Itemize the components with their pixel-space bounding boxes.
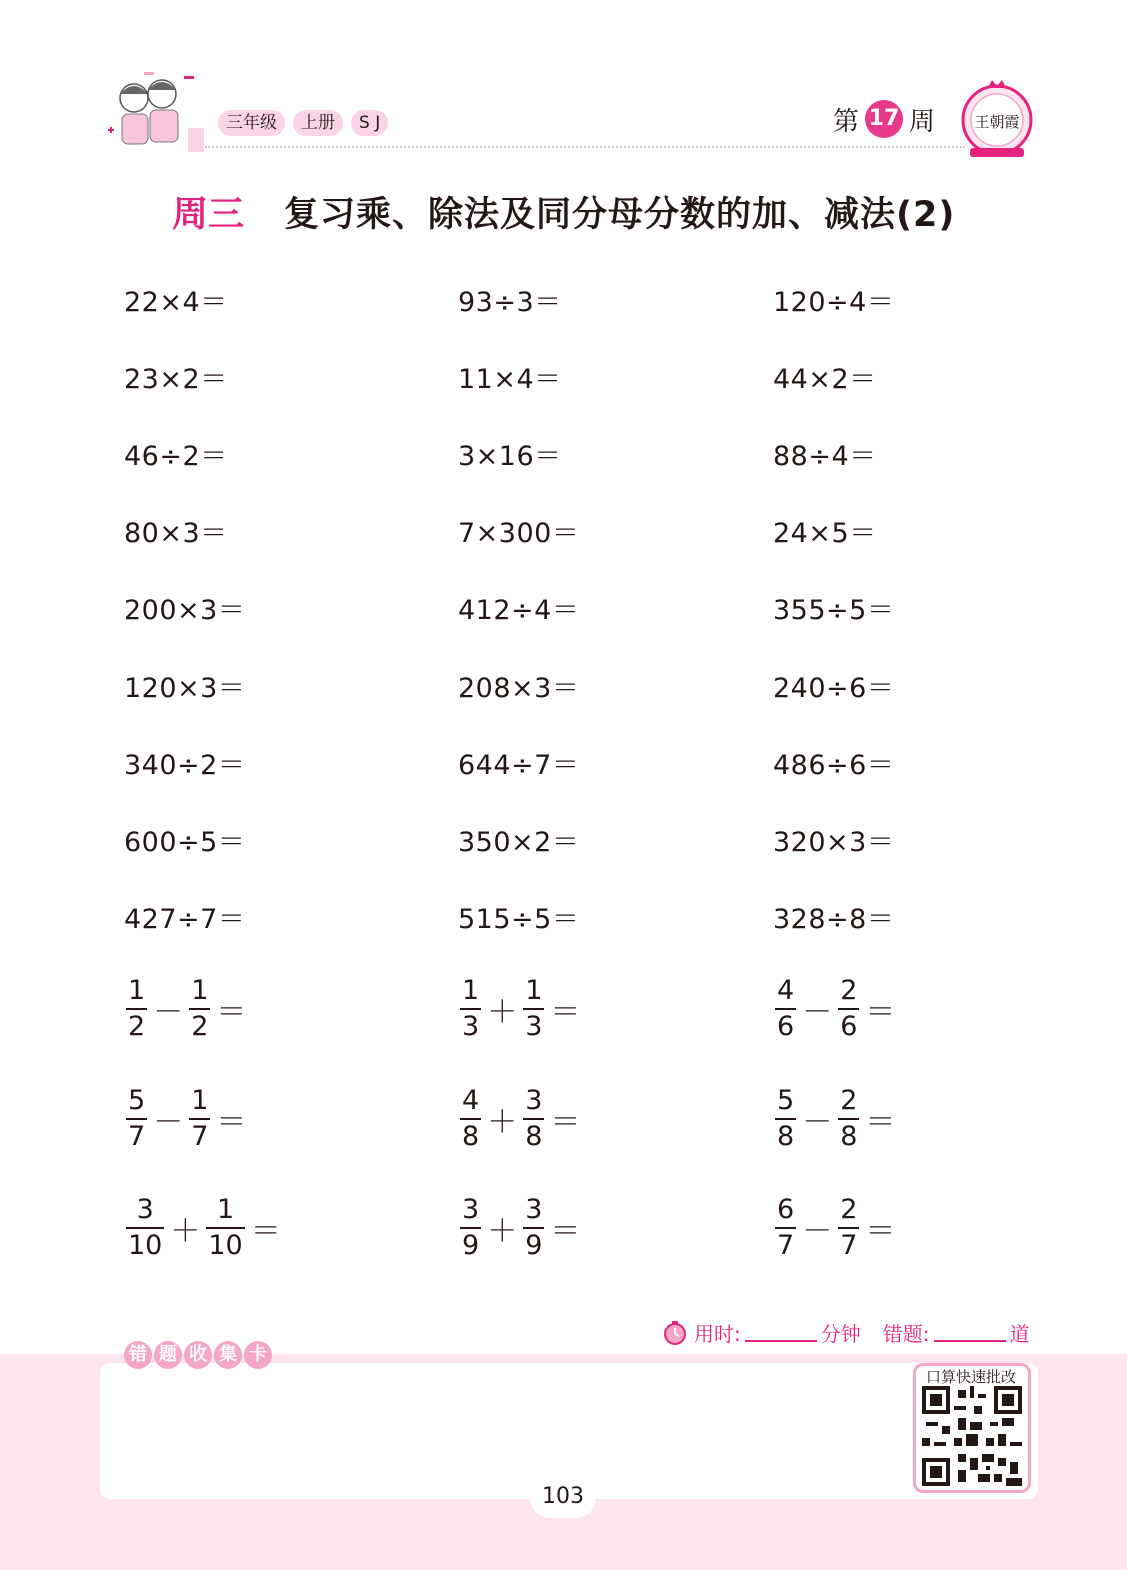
denominator: 2 [191, 1011, 209, 1042]
problem: 11×4＝ [458, 364, 562, 395]
problem: 240÷6＝ [773, 673, 895, 704]
equals-sign: ＝ [216, 995, 247, 1030]
problem: 93÷3＝ [458, 287, 562, 318]
fraction-problem [124, 1084, 250, 1154]
problem-row [0, 280, 1127, 330]
errors-label: 错题: [882, 1322, 930, 1346]
problem: 350×2＝ [458, 827, 580, 858]
numerator: 3 [525, 1085, 543, 1116]
numerator: 1 [462, 975, 480, 1006]
problem: 88÷4＝ [773, 441, 877, 472]
problem: 644÷7＝ [458, 750, 580, 781]
page-title [172, 186, 1012, 237]
denominator: 9 [462, 1230, 480, 1261]
problem: 200×3＝ [124, 595, 246, 626]
denominator: 8 [462, 1121, 480, 1152]
fraction-problem [773, 974, 899, 1044]
problem: 120÷4＝ [773, 287, 895, 318]
problem: 80×3＝ [124, 518, 228, 549]
fraction [460, 974, 481, 1044]
title-day: 周三 [172, 194, 245, 235]
problem: 412÷4＝ [458, 595, 580, 626]
title-main: 复习乘、除法及同分母分数的加、减法(2) [284, 194, 956, 235]
denominator: 7 [191, 1121, 209, 1152]
card-label-char: 题 [154, 1341, 182, 1369]
problem: 328÷8＝ [773, 904, 895, 935]
problem: 320×3＝ [773, 827, 895, 858]
problem-row [0, 511, 1127, 561]
fraction [126, 974, 147, 1044]
fraction [775, 1193, 796, 1263]
problem-row [0, 820, 1127, 870]
problem-row [0, 743, 1127, 793]
fraction [206, 1193, 244, 1263]
problem-row [0, 357, 1127, 407]
problem: 3×16＝ [458, 441, 562, 472]
denominator: 8 [525, 1121, 543, 1152]
denominator: 7 [840, 1230, 858, 1261]
grade-tag: 三年级 [218, 110, 285, 136]
problem: 24×5＝ [773, 518, 877, 549]
brand-badge-logo [958, 78, 1036, 160]
fraction [775, 1084, 796, 1154]
fraction [126, 1193, 164, 1263]
problem: 486÷6＝ [773, 750, 895, 781]
equals-sign: ＝ [865, 995, 896, 1030]
numerator: 5 [128, 1085, 146, 1116]
fraction-problem [458, 1084, 584, 1154]
problem-row [0, 666, 1127, 716]
numerator: 1 [525, 975, 543, 1006]
equals-sign: ＝ [550, 1214, 581, 1249]
problem: 44×2＝ [773, 364, 877, 395]
edition-tag: S J [351, 110, 388, 136]
fraction-problem [124, 1193, 285, 1263]
fraction [126, 1084, 147, 1154]
operator: － [153, 995, 184, 1030]
equals-sign: ＝ [865, 1214, 896, 1249]
numerator: 2 [840, 1194, 858, 1225]
stopwatch-icon [662, 1320, 688, 1346]
svg-text:王朝霞: 王朝霞 [974, 113, 1020, 131]
fraction-problem [458, 1193, 584, 1263]
fraction [460, 1084, 481, 1154]
fraction-problem [773, 1084, 899, 1154]
fraction [523, 974, 544, 1044]
problem: 7×300＝ [458, 518, 580, 549]
equals-sign: ＝ [550, 995, 581, 1030]
denominator: 9 [525, 1230, 543, 1261]
numerator: 4 [777, 975, 795, 1006]
grade-tags [218, 110, 388, 136]
numerator: 1 [191, 1085, 209, 1116]
fraction [189, 974, 210, 1044]
fraction [460, 1193, 481, 1263]
numerator: 1 [216, 1194, 235, 1225]
errors-blank[interactable] [934, 1324, 1006, 1342]
numerator: 3 [525, 1194, 543, 1225]
week-suffix: 周 [909, 106, 936, 137]
problem-row [0, 434, 1127, 484]
numerator: 5 [777, 1085, 795, 1116]
denominator: 3 [462, 1011, 480, 1042]
equals-sign: ＝ [550, 1105, 581, 1140]
numerator: 1 [191, 975, 209, 1006]
operator: － [802, 1214, 833, 1249]
operator: － [153, 1105, 184, 1140]
numerator: 4 [462, 1085, 480, 1116]
fraction [189, 1084, 210, 1154]
volume-tag: 上册 [293, 110, 343, 136]
header-divider [205, 146, 965, 148]
equals-sign: ＝ [250, 1214, 281, 1249]
fraction-problem [773, 1193, 899, 1263]
time-error-record [662, 1318, 1030, 1347]
fraction [838, 1193, 859, 1263]
fraction [523, 1193, 544, 1263]
time-blank[interactable] [745, 1324, 817, 1342]
denominator: 6 [840, 1011, 858, 1042]
fraction [775, 974, 796, 1044]
numerator: 3 [136, 1194, 154, 1225]
operator: ＋ [487, 1105, 518, 1140]
problem: 23×2＝ [124, 364, 228, 395]
problem: 515÷5＝ [458, 904, 580, 935]
card-label-char: 收 [184, 1341, 212, 1369]
numerator: 2 [840, 1085, 858, 1116]
denominator: 2 [128, 1011, 146, 1042]
time-label: 用时: [694, 1322, 741, 1346]
operator: － [802, 1105, 833, 1140]
page-number: 103 [530, 1478, 596, 1518]
card-label-char: 卡 [244, 1341, 272, 1369]
denominator: 8 [777, 1121, 795, 1152]
problem: 208×3＝ [458, 673, 580, 704]
problem-row [0, 897, 1127, 947]
denominator: 3 [525, 1011, 543, 1042]
errors-unit: 道 [1009, 1322, 1030, 1346]
problem: 355÷5＝ [773, 595, 895, 626]
week-indicator [833, 100, 935, 138]
operator: ＋ [487, 995, 518, 1030]
fraction-problem [458, 974, 584, 1044]
equals-sign: ＝ [865, 1105, 896, 1140]
problem: 600÷5＝ [124, 827, 246, 858]
problem-row [0, 588, 1127, 638]
denominator: 7 [128, 1121, 146, 1152]
operator: ＋ [487, 1214, 518, 1249]
problem: 340÷2＝ [124, 750, 246, 781]
qr-code-icon[interactable] [922, 1386, 1022, 1486]
numerator: 3 [462, 1194, 480, 1225]
problem: 120×3＝ [124, 673, 246, 704]
card-label-char: 集 [214, 1341, 242, 1369]
fraction-problem [124, 974, 250, 1044]
problem: 22×4＝ [124, 287, 228, 318]
kids-illustration [104, 70, 208, 156]
card-label-char: 错 [124, 1341, 152, 1369]
mistake-card-label [124, 1341, 272, 1369]
fraction [523, 1084, 544, 1154]
qr-title: 口算快速批改 [926, 1368, 1017, 1386]
fraction [838, 974, 859, 1044]
time-unit: 分钟 [820, 1322, 861, 1346]
problem: 46÷2＝ [124, 441, 228, 472]
numerator: 6 [777, 1194, 795, 1225]
denominator: 10 [208, 1230, 243, 1261]
fraction [838, 1084, 859, 1154]
numerator: 1 [128, 975, 146, 1006]
denominator: 10 [128, 1230, 163, 1261]
denominator: 6 [777, 1011, 795, 1042]
week-prefix: 第 [833, 106, 860, 137]
operator: ＋ [170, 1214, 201, 1249]
equals-sign: ＝ [216, 1105, 247, 1140]
denominator: 8 [840, 1121, 858, 1152]
denominator: 7 [777, 1230, 795, 1261]
problem: 427÷7＝ [124, 904, 246, 935]
numerator: 2 [840, 975, 858, 1006]
operator: － [802, 995, 833, 1030]
week-number: 17 [865, 100, 903, 138]
